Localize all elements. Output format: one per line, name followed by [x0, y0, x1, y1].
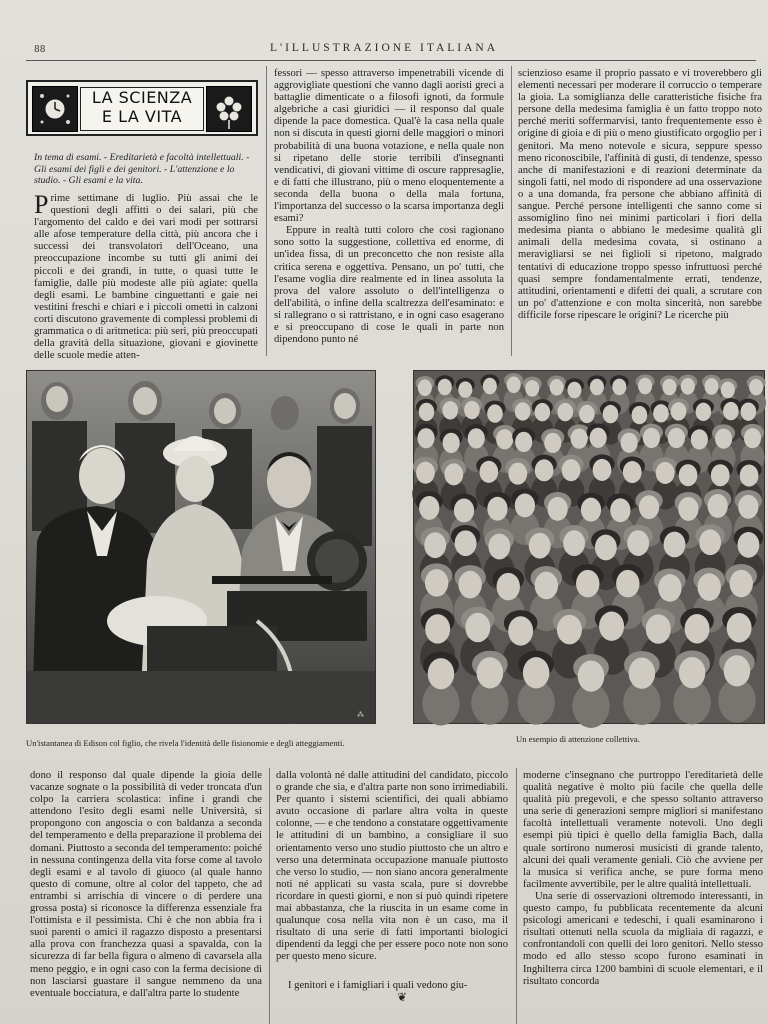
child-face [721, 382, 735, 399]
child-face [616, 570, 639, 598]
child-face [698, 573, 721, 601]
child-face [563, 530, 585, 556]
svg-text:⁂: ⁂ [357, 711, 364, 719]
header-rule [26, 60, 756, 61]
child-face [508, 463, 527, 485]
child-face [425, 569, 448, 597]
child-face [465, 613, 490, 642]
child-face [668, 428, 685, 448]
child-face [610, 498, 630, 522]
child-face [515, 402, 531, 420]
child-face [730, 570, 753, 598]
child-face [638, 378, 652, 395]
child-face [576, 570, 599, 598]
child-face [416, 462, 435, 484]
child-face [704, 378, 718, 395]
section-title-line2: E LA VITA [101, 107, 183, 126]
child-face [685, 614, 710, 643]
bottom-column-3-para-2: Una serie di osservazioni oltremodo interessanti, in questo campo, fu pubblicata recentemente da alcuni psicologi americani e tedeschi, i quali esaminarono i risultati ottenuti nella scuola da migliaia di ragazzi, e confrontandoli con quelli dei loro genitori. Nello stesso modo ed allo stesso scopo furono esaminati in Inghilterra circa 1200 bambini di scuole elementari, e il risultato concorda [523, 890, 763, 987]
child-face [424, 532, 446, 558]
child-face [483, 378, 497, 395]
caption-left: Un'istantanea di Edison col figlio, che rivela l'identità delle fisionomie e degli atteggiamenti. [26, 738, 345, 748]
child-face [740, 465, 759, 487]
child-face [578, 660, 605, 691]
child-face [544, 433, 561, 453]
child-face [515, 493, 535, 517]
section-header [26, 80, 258, 136]
child-face [497, 573, 520, 601]
child-face [741, 402, 757, 420]
child-face [590, 379, 604, 396]
top-column-2-para-2: Eppure in realtà tutti coloro che così ragionano sono sotto la suggestione, collettiva ed enorme, di un'idea fissa, di un preconcetto che non resiste alla critica serena e oggettiva. Pensano, un po' tutti, che l'esame voglia dire realmente ed in linea assoluta la prova del valore assoluto o dell'intelligenza o dell'abilità, o infine della scaltrezza dell'esaminato: e si rallegrano o si rattristano, e in ogni caso esagerano e si preoccupano di cose le quali in parte non dipendono punto né [274, 225, 504, 346]
child-face [623, 461, 642, 483]
child-face [438, 379, 452, 396]
edison-photo-image [27, 371, 375, 723]
child-face [534, 403, 550, 421]
child-face [487, 497, 507, 521]
child-face [749, 379, 763, 396]
masthead: L'ILLUSTRAZIONE ITALIANA [269, 42, 499, 54]
bottom-column-1 [30, 770, 262, 1024]
child-face [603, 405, 619, 423]
drop-cap: P [34, 190, 49, 219]
child-face [629, 658, 656, 689]
child-face [454, 498, 474, 522]
top-column-3 [518, 68, 762, 358]
clock-ornament-icon [32, 86, 78, 132]
child-face [535, 459, 554, 481]
child-face [444, 463, 463, 485]
child-face [428, 658, 455, 689]
child-face [681, 378, 695, 395]
child-face [653, 404, 669, 422]
child-face [590, 428, 607, 448]
child-face [523, 657, 550, 688]
child-face [557, 615, 582, 644]
child-face [418, 379, 432, 396]
child-face [643, 428, 660, 448]
column-divider [266, 66, 267, 356]
top-column-2 [274, 68, 504, 358]
child-face [488, 534, 510, 560]
child-face [508, 616, 533, 645]
child-face [417, 428, 434, 448]
child-face [442, 401, 458, 419]
section-title [80, 87, 204, 131]
child-face [458, 381, 472, 398]
child-face [671, 402, 687, 420]
column-divider [516, 768, 517, 1024]
child-face [547, 497, 567, 521]
bottom-column-3 [523, 770, 763, 1024]
column-divider [269, 768, 270, 1024]
child-face [658, 574, 681, 602]
child-face [443, 433, 460, 453]
child-face [699, 529, 721, 555]
child-face [487, 404, 503, 422]
child-face [529, 533, 551, 559]
child-face [571, 429, 588, 449]
photo-children [413, 370, 765, 724]
top-column-1 [34, 190, 258, 362]
child-face [715, 429, 732, 449]
child-face [678, 497, 698, 521]
child-face [479, 461, 498, 483]
child-face [632, 406, 648, 424]
child-face [557, 403, 573, 421]
child-face [646, 614, 671, 643]
child-face [562, 459, 581, 481]
child-face [419, 403, 435, 421]
bottom-column-1-text: dono il responso dal quale dipende la gioia delle vacanze sognate o la possibilità di veder troncata d'un colpo la carriera scolastica: infine i grandi che attendono l'esito degli esami nelle Università, si propongono con angoscia o con baldanza a seconda del temperamento e della preparazione il problema dei domani. Piuttosto a seconda del temperamento: poiché in nessuna contingenza della vita forse come al tavolo degli esami e al tavolo di giuoco (al quale hanno questo di comune, oltre al color del tappeto, che ad entrambi si arrischia di vincere o di perdere una grossa posta) si riconosce la differenza essenziale fra l'ottimista e il pessimista. Chi è che non abbia fra i suoi parenti o amici il ragazzo disposto a presentarsi alla prova con franchezza quasi a spavalda, con la sicurezza di far bella figura o almeno di cavarsela alla meno peggio, e in ogni caso con la ferma decisione di non lasciarsi guastare il sangue nemmeno da una eventuale bocciatura, e dall'altra parte lo studente [30, 770, 262, 999]
child-face [579, 405, 595, 423]
caption-right: Un esempio di attenzione collettiva. [516, 734, 640, 744]
child-face [738, 532, 760, 558]
child-face [656, 462, 675, 484]
child-face [425, 614, 450, 643]
child-face [477, 657, 504, 688]
bottom-column-2-para-2: I genitori e i famigliari i quali vedono giu- [288, 979, 468, 991]
column-divider [511, 66, 512, 356]
fleuron-icon: ❦ [397, 990, 408, 1004]
child-face [595, 535, 617, 561]
section-title-line1: LA SCIENZA [91, 88, 193, 107]
top-column-3-text: scienzioso esame il proprio passato e vi troverebbero gli elementi necessari per moderare il corruccio o temperare la gioia. La somiglianza delle caratteristiche fisiche fra persone della medesima famiglia è un fatto troppo noto perché meriti soffermarvisi, tanto frequentemente esso è origine di gioia e di più o meno giustificato orgoglio per i genitori. Ma meno notevole e sicura, seppure spesso meno riconoscibile, l'affinità di gusti, di tendenze, spesso anche di manifestazioni e di reazioni determinate da singoli fatti, nel modo di rispondere ad una osservazione o a una domanda, fra persone che abbiano affinità di sangue. Perché persone intelligenti che sanno come si assomiglino fino nei minimi particolari i fiori della medesima pianta o abbiano le medesime qualità gli animali della medesima covata, si ostinano a meravigliarsi se nei figlioli si ripetono, malgrado tentativi di educazione troppo spesso infruttuosi perché quasi sempre fondamentalmente errati, tendenze, attitudini, orientamenti e difetti dei quali, a scrutare con un po' d'attenzione e con molta sincerità, non sarebbe difficile forse ripescare le origini? Le ricerche più [518, 68, 762, 321]
child-face [567, 382, 581, 399]
child-face [727, 613, 752, 642]
bottom-column-2-para-1: dalla volontà né dalle attitudini del candidato, piccolo o grande che sia, e d'altra parte non sono irrimediabili. Per quanto i sistemi scientifici, dei quali abbiamo avuto occasione di parlare altra volta in queste colonne, — e che tendono a constatare oggettivamente le attitudini di un bambino, a consigliare il suo orientamento verso uno studio piuttosto che un altro e verso una determinata occupazione manuale piuttosto che verso lo studio, — non siano ancora generalmente noti né applicati su vasta scala, pure si dovrebbe ricordare in questi giorni, e non si può quindi ripetere mai abbastanza, che la riuscita in un esame come in qualunque cosa nella vita non è un caso, ma il risultato di una serie di fatti importanti biologici dipendenti da leggi che per essere poco note non sono per questo meno sicure. [276, 770, 508, 963]
child-face [458, 571, 481, 599]
child-face [696, 403, 712, 421]
child-face [455, 530, 477, 556]
child-face [662, 379, 676, 396]
flower-ornament-icon [206, 86, 252, 132]
top-column-1-text: rime settimane di luglio. Più assai che le questioni degli affitti o dei salari, più che l'argomento del caldo e dei vari modi per sottrarsi alle afose temperature della città, più ancora che i successi dei transvolatori dell'Oceano, una preoccupazione incombe su tutti gli animi dei piccoli e dei grandi, in tutte, o quasi tutte le famiglie, dalle più modeste alle più agiate: quella degli esami. Le bambine cinguettanti e gaie nei vestitini freschi e chiari e i piccoli ometti in calzoni corti discutono gravemente di complessi problemi di grammatica o di aritmetica: più seri, più preoccupati della gravità della situazione, giovani e giovinette delle scuole medie atten- [34, 193, 258, 362]
child-face [525, 380, 539, 397]
section-ornament [276, 964, 508, 980]
child-face [621, 433, 638, 453]
child-face [708, 494, 728, 518]
photo-edison [26, 370, 376, 724]
children-photo-image [414, 371, 764, 723]
child-face [679, 657, 706, 688]
child-face [599, 611, 624, 640]
bottom-column-2 [276, 770, 508, 1024]
child-face [581, 498, 601, 522]
child-face [691, 429, 708, 449]
child-face [679, 464, 698, 486]
child-face [507, 377, 521, 394]
bottom-column-3-para-1: moderne c'insegnano che purtroppo l'ereditarietà delle qualità negative è molto più facile che quella delle qualità più pregevoli, e che spesso soltanto attraverso una serie di generazioni sempre migliori si manifestano facoltà intellettuali veramente notevoli. Uno degli esempi più tipici è quello della famiglia Bach, dalla quale sortirono numerosi musicisti di grande talento, alcuni dei quali veramente geniali. Ciò che avviene per la musica si verifica anche, se pure forma meno facilmente avvertibile, per le altre qualità intellettuali. [523, 770, 763, 890]
top-column-2-para-1: fessori — spesso attraverso impenetrabili vicende di aggrovigliate questioni che vanno dagli aoristi greci a battaglie dimenticate o a filosofi ignoti, da formule algebriche a casi giuridici — il responso dal quale dipende la pace domestica. Qual'è la casa nella quale non si discuta in questi giorni delle maggiori o minori probabilità di una buona votazione, e nella quale non si ripetano delle storie terribili d'insegnanti vendicativi, di giovani vittime di oscure rappresaglie, e di fatti che illustrano, più o meno eloquentemente a seconda della buona o della mala fortuna, l'importanza del successo o la scarsa importanza degli esami? [274, 68, 504, 225]
child-face [639, 495, 659, 519]
child-face [496, 429, 513, 449]
child-face [515, 432, 532, 452]
child-face [419, 496, 439, 520]
child-face [612, 379, 626, 396]
child-face [744, 428, 761, 448]
child-face [724, 655, 751, 686]
child-face [468, 428, 485, 448]
article-summary: In tema di esami. - Ereditarietà e facoltà intellettuali. - Gli esami dei figli e dei genitori. - L'attenzione e lo studio. - Gli esami e la vita. [34, 152, 250, 186]
child-face [738, 495, 758, 519]
child-face [535, 572, 558, 600]
child-face [550, 379, 564, 396]
page-number: 88 [34, 45, 46, 55]
child-face [723, 402, 739, 420]
child-face [711, 464, 730, 486]
child-face [664, 532, 686, 558]
child-face [593, 459, 612, 481]
child-face [627, 530, 649, 556]
child-face [464, 401, 480, 419]
